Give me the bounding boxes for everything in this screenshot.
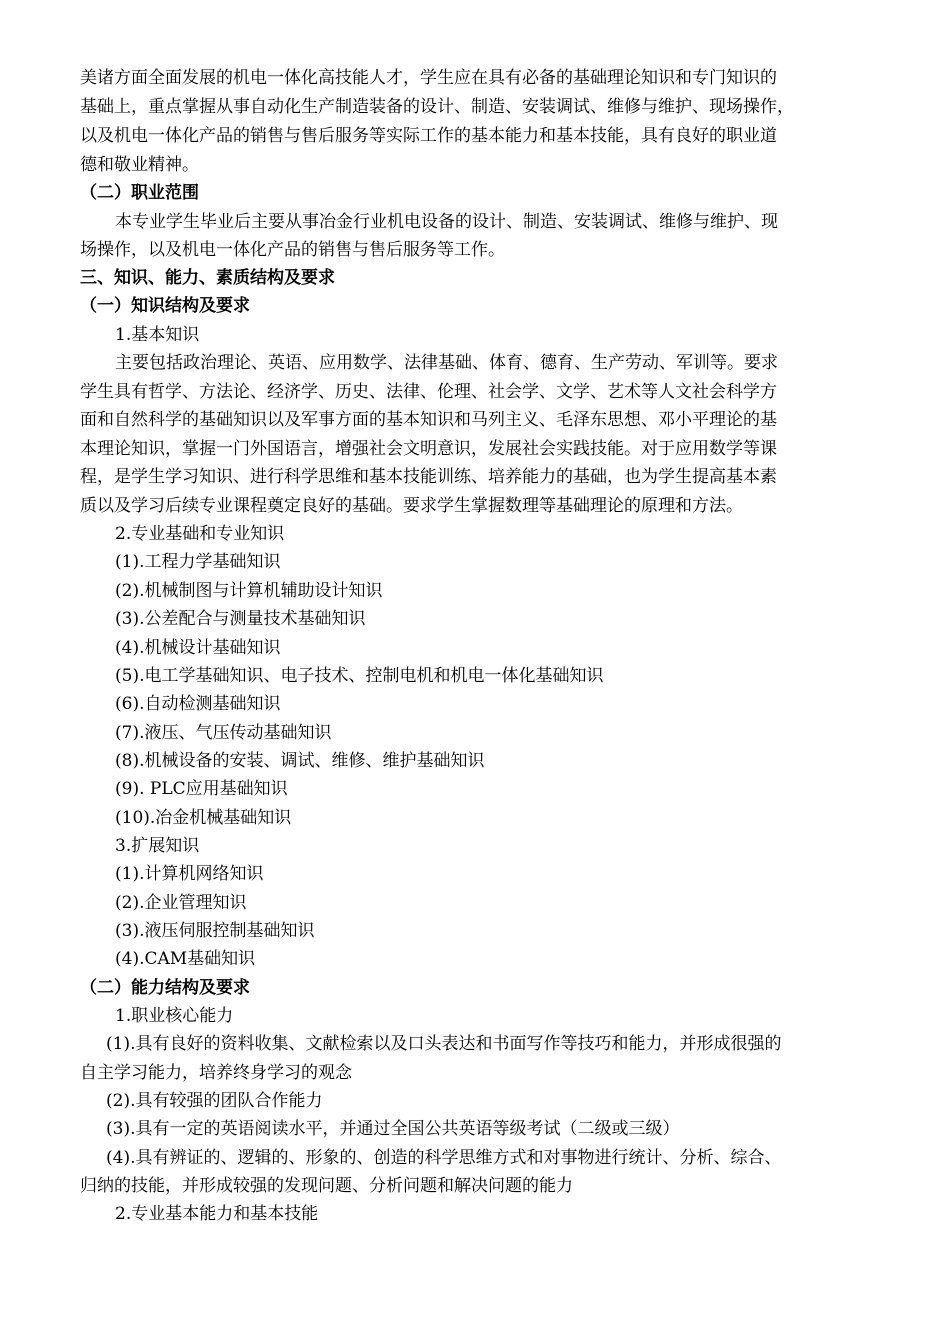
list-item: (7).液压、气压传动基础知识 [115, 723, 332, 743]
core-ability-line: (4).具有辨证的、逻辑的、形象的、创造的科学思维方式和对事物进行统计、分析、综合、 [106, 1148, 782, 1168]
core-ability-line: 归纳的技能，并形成较强的发现问题、分析问题和解决问题的能力 [80, 1176, 573, 1196]
basic-knowledge-line: 程，是学生学习知识、进行科学思维和基本技能训练、培养能力的基础，也为学生提高基本素 [80, 467, 777, 487]
core-ability-line: (2).具有较强的团队合作能力 [106, 1091, 323, 1111]
intro-line: 以及机电一体化产品的销售与售后服务等实际工作的基本能力和基本技能，具有良好的职业道 [80, 126, 777, 146]
basic-knowledge-line: 主要包括政治理论、英语、应用数学、法律基础、体育、德育、生产劳动、军训等。要求 [115, 353, 778, 373]
core-ability-line: (1).具有良好的资料收集、文献检索以及口头表达和书面写作等技巧和能力，并形成很强的 [106, 1034, 782, 1054]
intro-line: 德和敬业精神。 [80, 155, 199, 175]
knowledge-heading: （一）知识结构及要求 [80, 296, 250, 316]
basic-knowledge-line: 质以及学习后续专业课程奠定良好的基础。要求学生掌握数理等基础理论的原理和方法。 [80, 496, 743, 516]
list-item: (9). PLC应用基础知识 [115, 779, 288, 799]
professional-ability-title: 2.专业基本能力和基本技能 [115, 1204, 319, 1224]
list-item: (1).计算机网络知识 [115, 864, 264, 884]
basic-knowledge-line: 面和自然科学的基础知识以及军事方面的基本知识和马列主义、毛泽东思想、邓小平理论的基 [80, 410, 777, 430]
core-ability-line: (3).具有一定的英语阅读水平，并通过全国公共英语等级考试（二级或三级） [106, 1119, 680, 1139]
extended-knowledge-title: 3.扩展知识 [115, 836, 200, 856]
list-item: (5).电工学基础知识、电子技术、控制电机和机电一体化基础知识 [115, 666, 604, 686]
scope-line: 场操作，以及机电一体化产品的销售与售后服务等工作。 [80, 240, 505, 260]
ability-heading: （二）能力结构及要求 [80, 978, 250, 998]
list-item: (2).企业管理知识 [115, 893, 247, 913]
basic-knowledge-line: 本理论知识，掌握一门外国语言，增强社会文明意识，发展社会实践技能。对于应用数学等课 [80, 439, 777, 459]
core-ability-title: 1.职业核心能力 [115, 1006, 234, 1026]
basic-knowledge-line: 学生具有哲学、方法论、经济学、历史、法律、伦理、社会学、文学、艺术等人文社会科学方 [80, 382, 777, 402]
list-item: (6).自动检测基础知识 [115, 694, 281, 714]
list-item: (1).工程力学基础知识 [115, 552, 281, 572]
scope-heading: （二）职业范围 [80, 183, 199, 203]
list-item: (3).公差配合与测量技术基础知识 [115, 609, 366, 629]
intro-line: 基础上，重点掌握从事自动化生产制造装备的设计、制造、安装调试、维修与维护、现场操作， [80, 97, 794, 117]
list-item: (2).机械制图与计算机辅助设计知识 [115, 581, 383, 601]
section3-heading: 三、知识、能力、素质结构及要求 [80, 268, 335, 288]
basic-knowledge-title: 1.基本知识 [115, 325, 200, 345]
list-item: (10).冶金机械基础知识 [115, 808, 292, 828]
list-item: (4).CAM基础知识 [115, 949, 256, 969]
list-item: (8).机械设备的安装、调试、维修、维护基础知识 [115, 751, 485, 771]
professional-knowledge-title: 2.专业基础和专业知识 [115, 524, 285, 544]
intro-line: 美诸方面全面发展的机电一体化高技能人才，学生应在具有必备的基础理论知识和专门知识的 [80, 68, 777, 88]
list-item: (3).液压伺服控制基础知识 [115, 921, 315, 941]
core-ability-line: 自主学习能力，培养终身学习的观念 [80, 1063, 352, 1083]
list-item: (4).机械设计基础知识 [115, 638, 281, 658]
scope-line: 本专业学生毕业后主要从事冶金行业机电设备的设计、制造、安装调试、维修与维护、现 [115, 212, 778, 232]
